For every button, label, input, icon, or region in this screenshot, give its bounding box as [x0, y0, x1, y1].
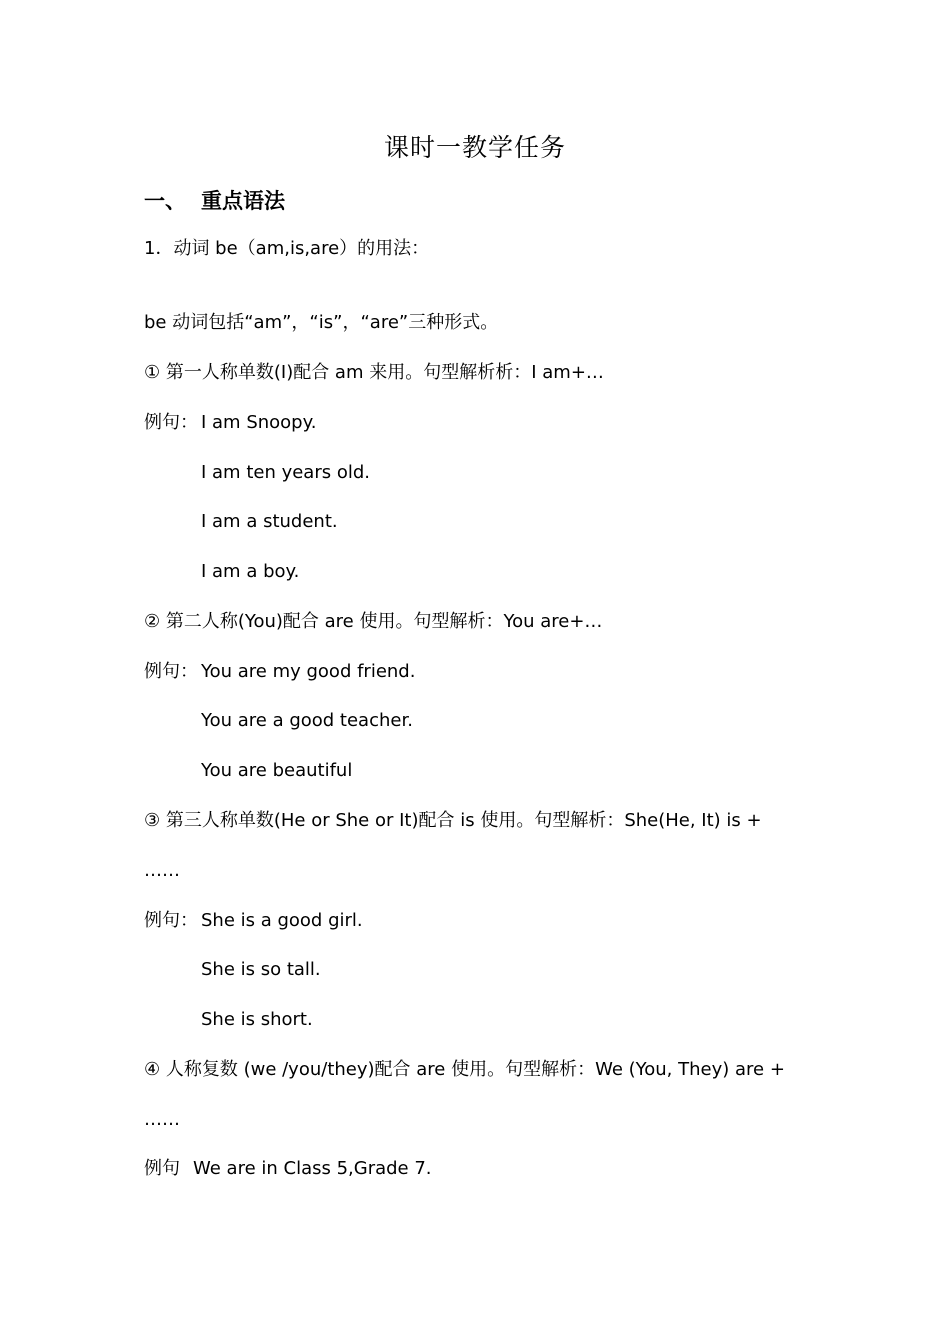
section-title: 重点语法	[201, 189, 285, 213]
example-sentence: You are a good teacher.	[201, 710, 413, 731]
section-heading	[144, 183, 285, 219]
example-sentence: She is a good girl.	[201, 910, 363, 931]
rule-2-example-row	[144, 657, 415, 687]
rule-2: ② 第二人称(You)配合 are 使用。句型解析：You are+…	[144, 611, 603, 632]
example-label: 例句：	[144, 910, 198, 931]
example-label: 例句	[144, 1158, 180, 1179]
rule-4-example-row	[144, 1154, 432, 1184]
rule-3: ③ 第三人称单数(He or She or It)配合 is 使用。句型解析：She(He, It) is +	[144, 810, 762, 831]
example-sentence: We are in Class 5,Grade 7.	[193, 1158, 432, 1179]
example-sentence: She is so tall.	[201, 959, 321, 980]
example-sentence: You are my good friend.	[201, 661, 416, 682]
item-1-heading: 1．动词 be（am,is,are）的用法：	[144, 238, 430, 259]
example-sentence: I am Snoopy.	[201, 412, 317, 433]
rule-3-example-row	[144, 906, 363, 936]
example-sentence: She is short.	[201, 1009, 313, 1030]
intro-text: be 动词包括“am”，“is”，“are”三种形式。	[144, 312, 499, 333]
example-sentence: I am ten years old.	[201, 462, 370, 483]
example-label: 例句：	[144, 661, 198, 682]
rule-1: ① 第一人称单数(I)配合 am 来用。句型解析析：I am+…	[144, 362, 604, 383]
example-sentence: You are beautiful	[201, 760, 353, 781]
example-label: 例句：	[144, 412, 198, 433]
rule-4: ④ 人称复数 (we /you/they)配合 are 使用。句型解析：We (You, They) are +	[144, 1059, 785, 1080]
example-sentence: I am a student.	[201, 511, 338, 532]
rule-1-example-row	[144, 408, 316, 438]
example-sentence: I am a boy.	[201, 561, 300, 582]
document-title: 课时一教学任务	[383, 133, 566, 162]
rule-4-continuation: ……	[144, 1109, 180, 1130]
section-number: 一、	[144, 189, 186, 213]
rule-3-continuation: ……	[144, 860, 180, 881]
